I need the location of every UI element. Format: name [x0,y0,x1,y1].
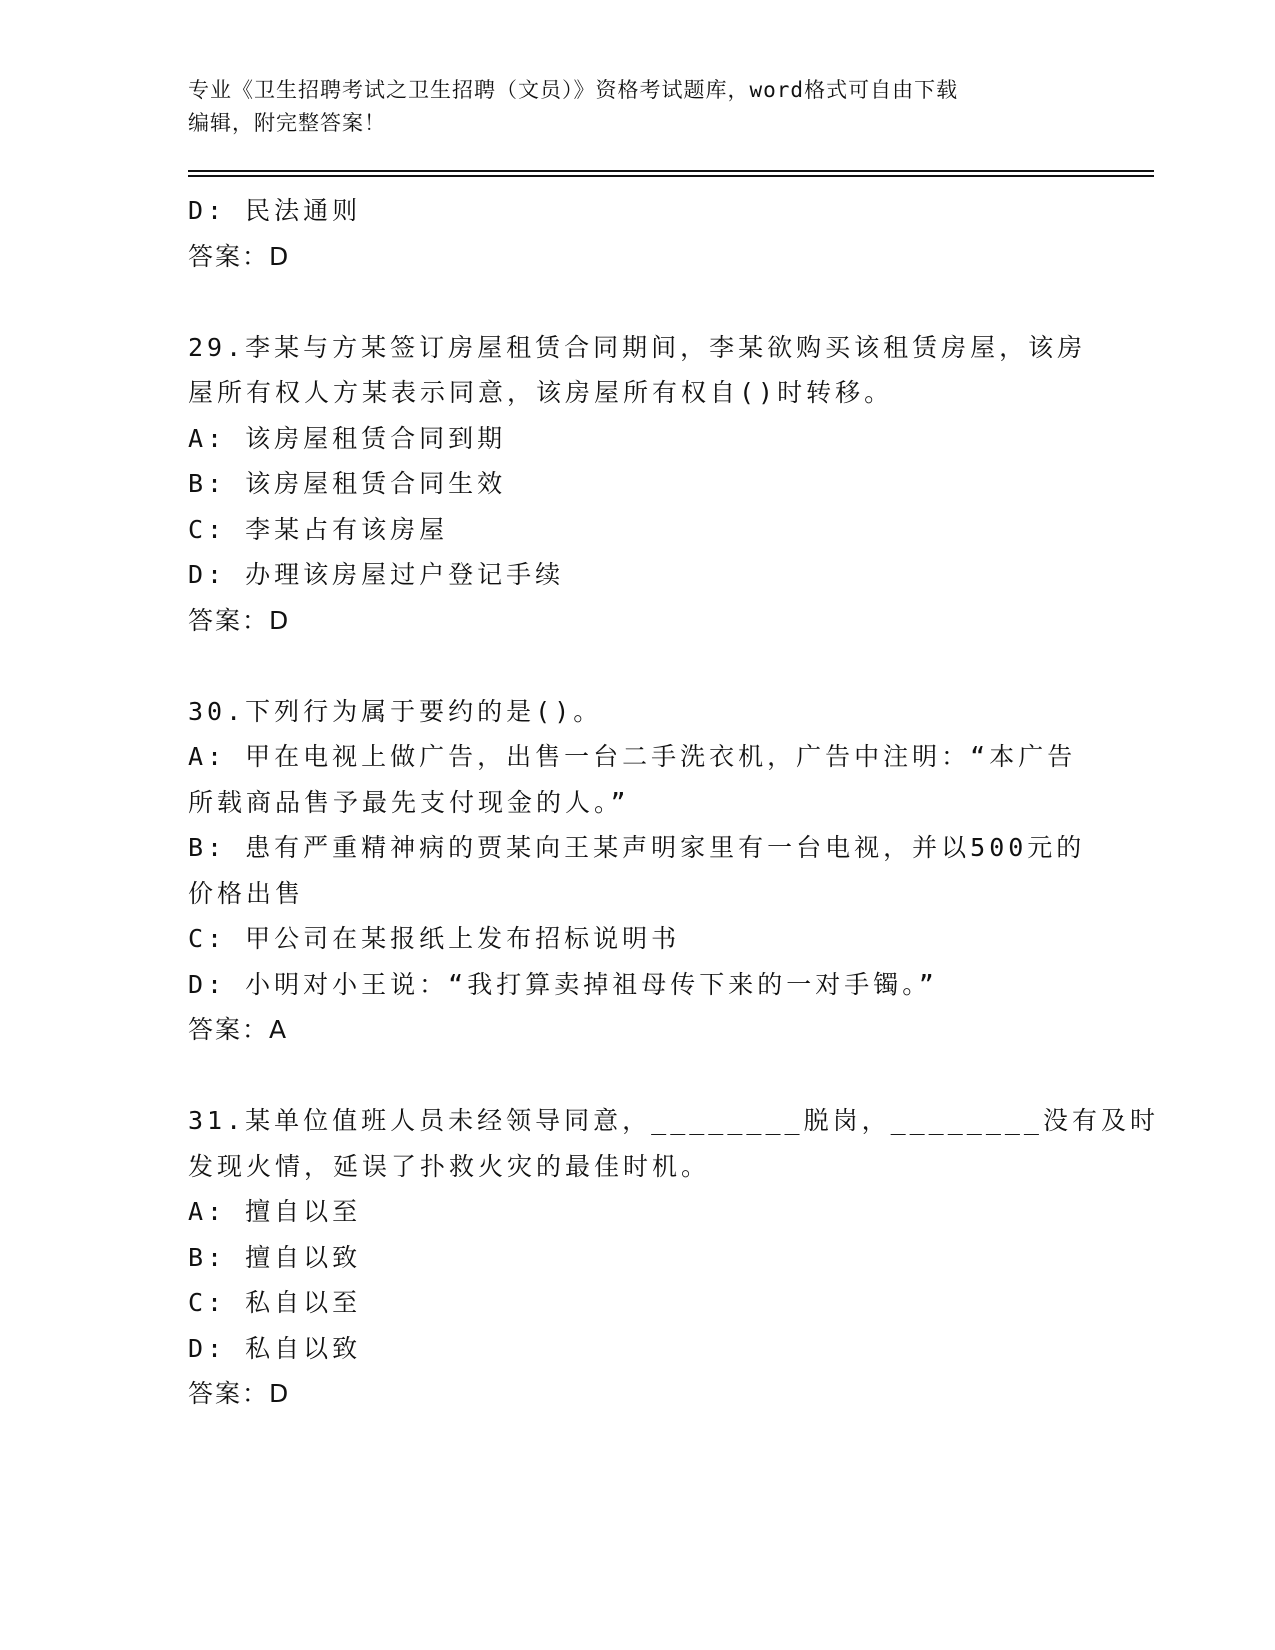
option-c: C: 李某占有该房屋 [188,514,449,544]
previous-question-tail [188,188,1088,279]
question-stem: 31.某单位值班人员未经领导同意，________脱岗，________没有及时 [188,1106,1159,1135]
spacer [188,279,1088,325]
question-29 [188,325,1088,644]
option-a: A: 擅自以至 [188,1197,362,1226]
option-b: B: 该房屋租赁合同生效 [188,469,507,498]
option-c: C: 甲公司在某报纸上发布招标说明书 [188,924,681,953]
answer: 答案：D [188,605,291,635]
header-rule-top [188,170,1154,172]
header-rule-bottom [188,175,1154,177]
option-d: D: 办理该房屋过户登记手续 [188,560,565,589]
option-a-cont: 所载商品售予最先支付现金的人。” [188,787,630,817]
spacer [188,1053,1088,1099]
header-line-1: 专业《卫生招聘考试之卫生招聘（文员）》资格考试题库，word格式可自由下载 [188,78,959,102]
answer: 答案：D [188,1379,291,1408]
option-d: D: 小明对小王说：“我打算卖掉祖母传下来的一对手镯。” [188,969,938,999]
option-c: C: 私自以至 [188,1288,362,1317]
question-stem-cont: 屋所有权人方某表示同意，该房屋所有权自()时转移。 [188,378,894,407]
option-b: B: 患有严重精神病的贾某向王某声明家里有一台电视，并以500元的 [188,833,1086,862]
question-31 [188,1098,1159,1417]
option-d: D: 私自以致 [188,1333,362,1363]
question-stem: 30.下列行为属于要约的是()。 [188,696,603,726]
question-stem: 29.李某与方某签订房屋租赁合同期间，李某欲购买该租赁房屋，该房 [188,332,1087,362]
question-stem-cont: 发现火情，延误了扑救火灾的最佳时机。 [188,1151,711,1181]
option-b: B: 擅自以致 [188,1242,362,1272]
option-b-cont: 价格出售 [188,878,305,908]
option-d: D: 民法通则 [188,196,362,225]
answer: 答案：D [188,241,291,271]
spacer [188,643,1088,689]
option-a: A: 该房屋租赁合同到期 [188,423,507,453]
document-header [188,74,1088,140]
answer: 答案：A [188,1015,289,1044]
question-list [188,188,1159,1417]
header-line-2: 编辑，附完整答案！ [188,111,386,135]
question-30 [188,689,1088,1053]
option-a: A: 甲在电视上做广告，出售一台二手洗衣机，广告中注明：“本广告 [188,742,1077,771]
